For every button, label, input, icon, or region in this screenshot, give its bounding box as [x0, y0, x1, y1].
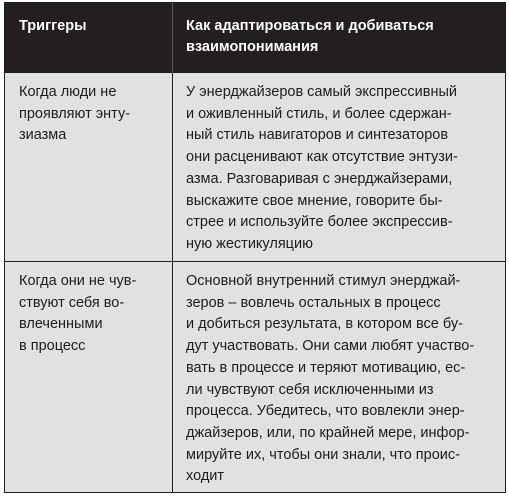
column-divider: [172, 3, 173, 73]
header-how-to-adapt: Как адаптироваться и добиваться взаимопонимания: [186, 18, 434, 55]
advice-cell: Основной внутренний стимул энерджай- зеров – вовлечь остальных в процесс и добиться результата, в котором все бу- дут участвовать. Они сами любят участво- вать в процессе и теряют мотивацию, ес- ли чувствуют себя исключенными из процесса. Убедитесь, что вовлекли энер- джайзеров, или, по крайней мере, инфор- мируйте их, чтобы они знали, что проис- ходит: [186, 273, 475, 485]
triggers-table: [4, 2, 506, 493]
table-row: [5, 73, 505, 262]
column-divider: [172, 262, 173, 492]
header-triggers: Триггеры: [19, 18, 87, 34]
table-header-row: [5, 3, 505, 73]
column-divider: [172, 73, 173, 261]
trigger-cell: Когда они не чув- ствуют себя во- влеченными в процесс: [19, 273, 137, 355]
table-row: [5, 262, 505, 492]
advice-cell: У энерджайзеров самый экспрессивный и оживленный стиль, и более сдержан- ный стиль навигаторов и синтезаторов они расценивают как отсутствие энтузи- азма. Разговаривая с энерджайзерами, выскажите свое мнение, говорите бы- стрее и используйте более экспрессив- ную жестикуляцию: [186, 84, 458, 252]
trigger-cell: Когда люди не проявляют энту- зиазма: [19, 84, 131, 144]
